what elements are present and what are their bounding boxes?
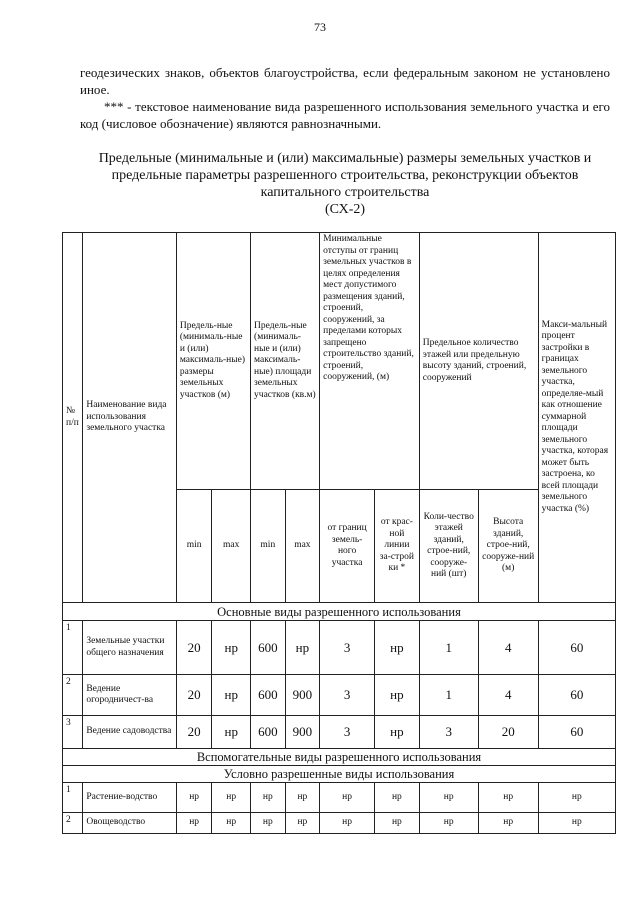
section-row-main xyxy=(63,603,616,621)
cell-value: 4 xyxy=(478,675,538,716)
cell-value: нр xyxy=(212,621,251,675)
section-row-conditional xyxy=(63,766,616,783)
cell-value: 60 xyxy=(538,716,615,749)
subheader-floors: Коли-чество этажей зданий, строе-ний, сооруже-ний (шт) xyxy=(419,490,478,603)
section-title xyxy=(70,150,620,218)
header-num: № п/п xyxy=(63,233,83,603)
cell-value: нр xyxy=(251,783,286,813)
table-row xyxy=(63,716,616,749)
title-line-3: капитального строительства xyxy=(260,185,430,200)
cell-value: нр xyxy=(375,621,420,675)
cell-value: 600 xyxy=(251,675,286,716)
section-main-label: Основные виды разрешенного использования xyxy=(63,603,616,621)
cell-value: 60 xyxy=(538,675,615,716)
cell-value: нр xyxy=(320,813,375,834)
cell-value: 1 xyxy=(419,675,478,716)
subheader-sizes-max: max xyxy=(212,490,251,603)
cell-value: нр xyxy=(419,813,478,834)
cell-value: нр xyxy=(538,813,615,834)
header-height: Предельное количество этажей или предельную высоту зданий, строений, сооружений xyxy=(419,233,538,490)
paragraph-continuation: геодезических знаков, объектов благоустройства, если федеральным законом не установлено иное. xyxy=(80,65,610,97)
cell-value: 4 xyxy=(478,621,538,675)
cell-value: 1 xyxy=(419,621,478,675)
cell-value: нр xyxy=(212,813,251,834)
cell-value: нр xyxy=(285,621,320,675)
cell-value: 20 xyxy=(176,716,212,749)
title-zone-code: (СХ-2) xyxy=(324,202,366,217)
cell-value: нр xyxy=(538,783,615,813)
table-row xyxy=(63,621,616,675)
cell-value: 60 xyxy=(538,621,615,675)
header-sizes: Предель-ные (минималь-ные и (или) максималь-ные) размеры земельных участков (м) xyxy=(176,233,250,490)
cell-value: нр xyxy=(478,783,538,813)
table-row xyxy=(63,783,616,813)
page-number: 73 xyxy=(314,20,326,34)
subheader-from-borders: от границ земель-ного участка xyxy=(320,490,375,603)
subheader-building-height: Высота зданий, строе-ний, сооруже-ний (м) xyxy=(478,490,538,603)
cell-value: 3 xyxy=(320,621,375,675)
header-setbacks: Минимальные отступы от границ земельных участков в целях определения мест допустимого размещения зданий, строений, сооружений, за пределами которых запрещено строительство зданий, строений, сооружений, (м) xyxy=(320,233,420,490)
row-name: Ведение огородничест-ва xyxy=(83,675,177,716)
cell-value: 900 xyxy=(285,675,320,716)
section-row-aux xyxy=(63,749,616,766)
row-index: 2 xyxy=(63,813,83,834)
cell-value: 3 xyxy=(320,675,375,716)
cell-value: 900 xyxy=(285,716,320,749)
cell-value: нр xyxy=(320,783,375,813)
cell-value: нр xyxy=(176,813,212,834)
cell-value: 600 xyxy=(251,621,286,675)
cell-value: 20 xyxy=(176,621,212,675)
cell-value: нр xyxy=(251,813,286,834)
cell-value: 3 xyxy=(320,716,375,749)
row-name: Растение-водство xyxy=(83,783,177,813)
cell-value: нр xyxy=(212,675,251,716)
cell-value: 3 xyxy=(419,716,478,749)
table-row xyxy=(63,813,616,834)
header-coverage: Макси-мальный процент застройки в границах земельного участка, определяе-мый как отношение суммарной площади земельного участка, которая может быть застроена, ко всей площади земельного участка (%) xyxy=(538,233,615,603)
cell-value: нр xyxy=(375,675,420,716)
table-row xyxy=(63,675,616,716)
section-conditional-label: Условно разрешенные виды использования xyxy=(63,766,616,783)
cell-value: нр xyxy=(285,783,320,813)
cell-value: нр xyxy=(285,813,320,834)
section-aux-label: Вспомогательные виды разрешенного использования xyxy=(63,749,616,766)
title-line-2: предельные параметры разрешенного строительства, реконструкции объектов xyxy=(111,168,579,183)
cell-value: 20 xyxy=(176,675,212,716)
title-line-1: Предельные (минимальные и (или) максимальные) размеры земельных участков и xyxy=(98,151,592,166)
header-areas: Предель-ные (минималь-ные и (или) максималь-ные) площади земельных участков (кв.м) xyxy=(251,233,320,490)
row-name: Земельные участки общего назначения xyxy=(83,621,177,675)
cell-value: нр xyxy=(375,813,420,834)
cell-value: 20 xyxy=(478,716,538,749)
paragraph-footnote: *** - текстовое наименование вида разрешенного использования земельного участка и его код (числовое обозначение) являются равнозначными. xyxy=(80,99,610,131)
row-index: 2 xyxy=(63,675,83,716)
row-index: 1 xyxy=(63,621,83,675)
parameters-table xyxy=(62,232,616,834)
row-name: Овощеводство xyxy=(83,813,177,834)
cell-value: нр xyxy=(212,716,251,749)
subheader-from-red-line: от крас-ной линии за-строй ки * xyxy=(375,490,420,603)
cell-value: нр xyxy=(176,783,212,813)
cell-value: 600 xyxy=(251,716,286,749)
header-name: Наименование вида использования земельного участка xyxy=(83,233,177,603)
cell-value: нр xyxy=(375,716,420,749)
row-index: 1 xyxy=(63,783,83,813)
cell-value: нр xyxy=(212,783,251,813)
cell-value: нр xyxy=(419,783,478,813)
subheader-sizes-min: min xyxy=(176,490,212,603)
row-name: Ведение садоводства xyxy=(83,716,177,749)
cell-value: нр xyxy=(478,813,538,834)
subheader-areas-max: max xyxy=(285,490,320,603)
subheader-areas-min: min xyxy=(251,490,286,603)
row-index: 3 xyxy=(63,716,83,749)
table-header-row xyxy=(63,233,616,490)
cell-value: нр xyxy=(375,783,420,813)
